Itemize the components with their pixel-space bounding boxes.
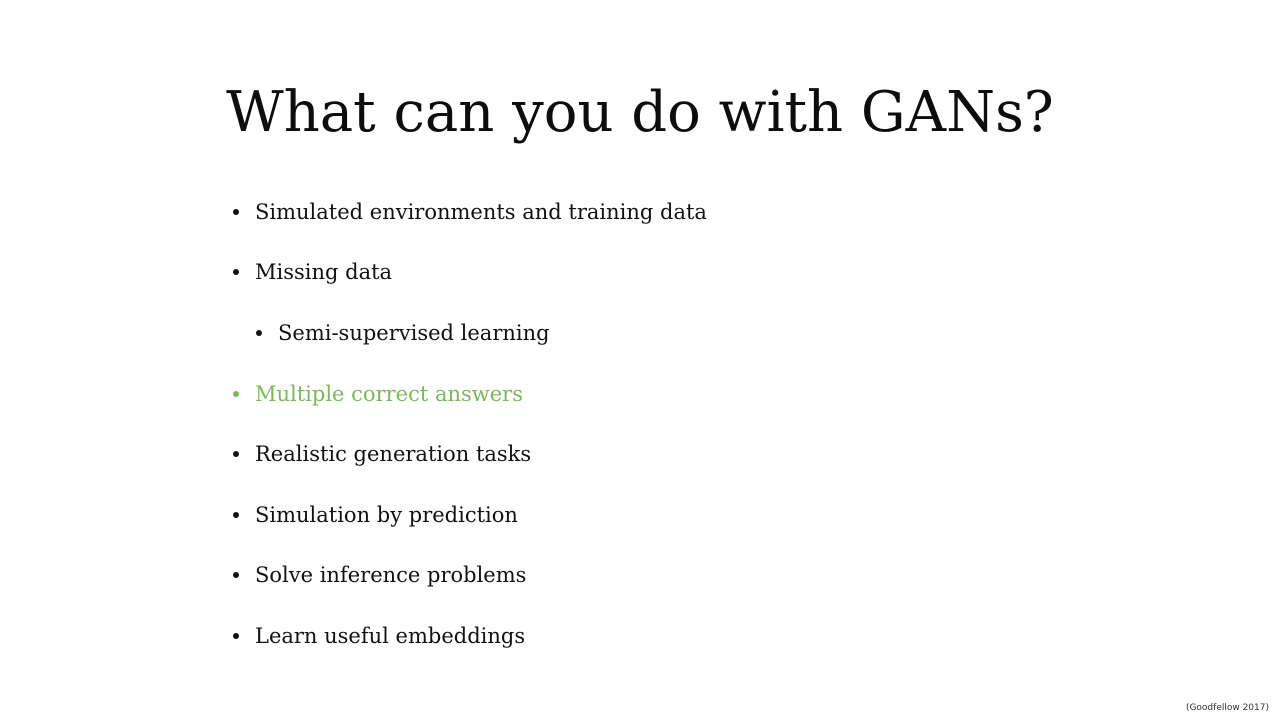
bullet-text: Simulation by prediction [255,503,518,527]
bullet-text: Missing data [255,260,393,284]
bullet-item [233,498,518,532]
bullet-text: Solve inference problems [255,563,527,587]
bullet-text: Learn useful embeddings [255,624,526,648]
bullet-icon [233,209,239,215]
bullet-icon [256,330,262,336]
bullet-icon [233,269,239,275]
bullet-icon [233,572,239,578]
bullet-text: Multiple correct answers [255,382,523,406]
slide-title: What can you do with GANs? [226,80,1054,145]
bullet-text: Realistic generation tasks [255,442,532,466]
bullet-text: Semi-supervised learning [278,321,550,345]
bullet-icon [233,451,239,457]
bullet-item [233,437,531,471]
sub-bullet-item [256,316,550,350]
citation: (Goodfellow 2017) [1185,703,1269,713]
bullet-item [233,558,526,592]
bullet-icon [233,512,239,518]
bullet-item-highlighted [233,377,523,411]
bullet-item [233,195,707,229]
bullet-item [233,255,392,289]
bullet-text: Simulated environments and training data [255,200,707,224]
bullet-icon [233,633,239,639]
bullet-icon [233,391,239,397]
bullet-item [233,619,525,653]
